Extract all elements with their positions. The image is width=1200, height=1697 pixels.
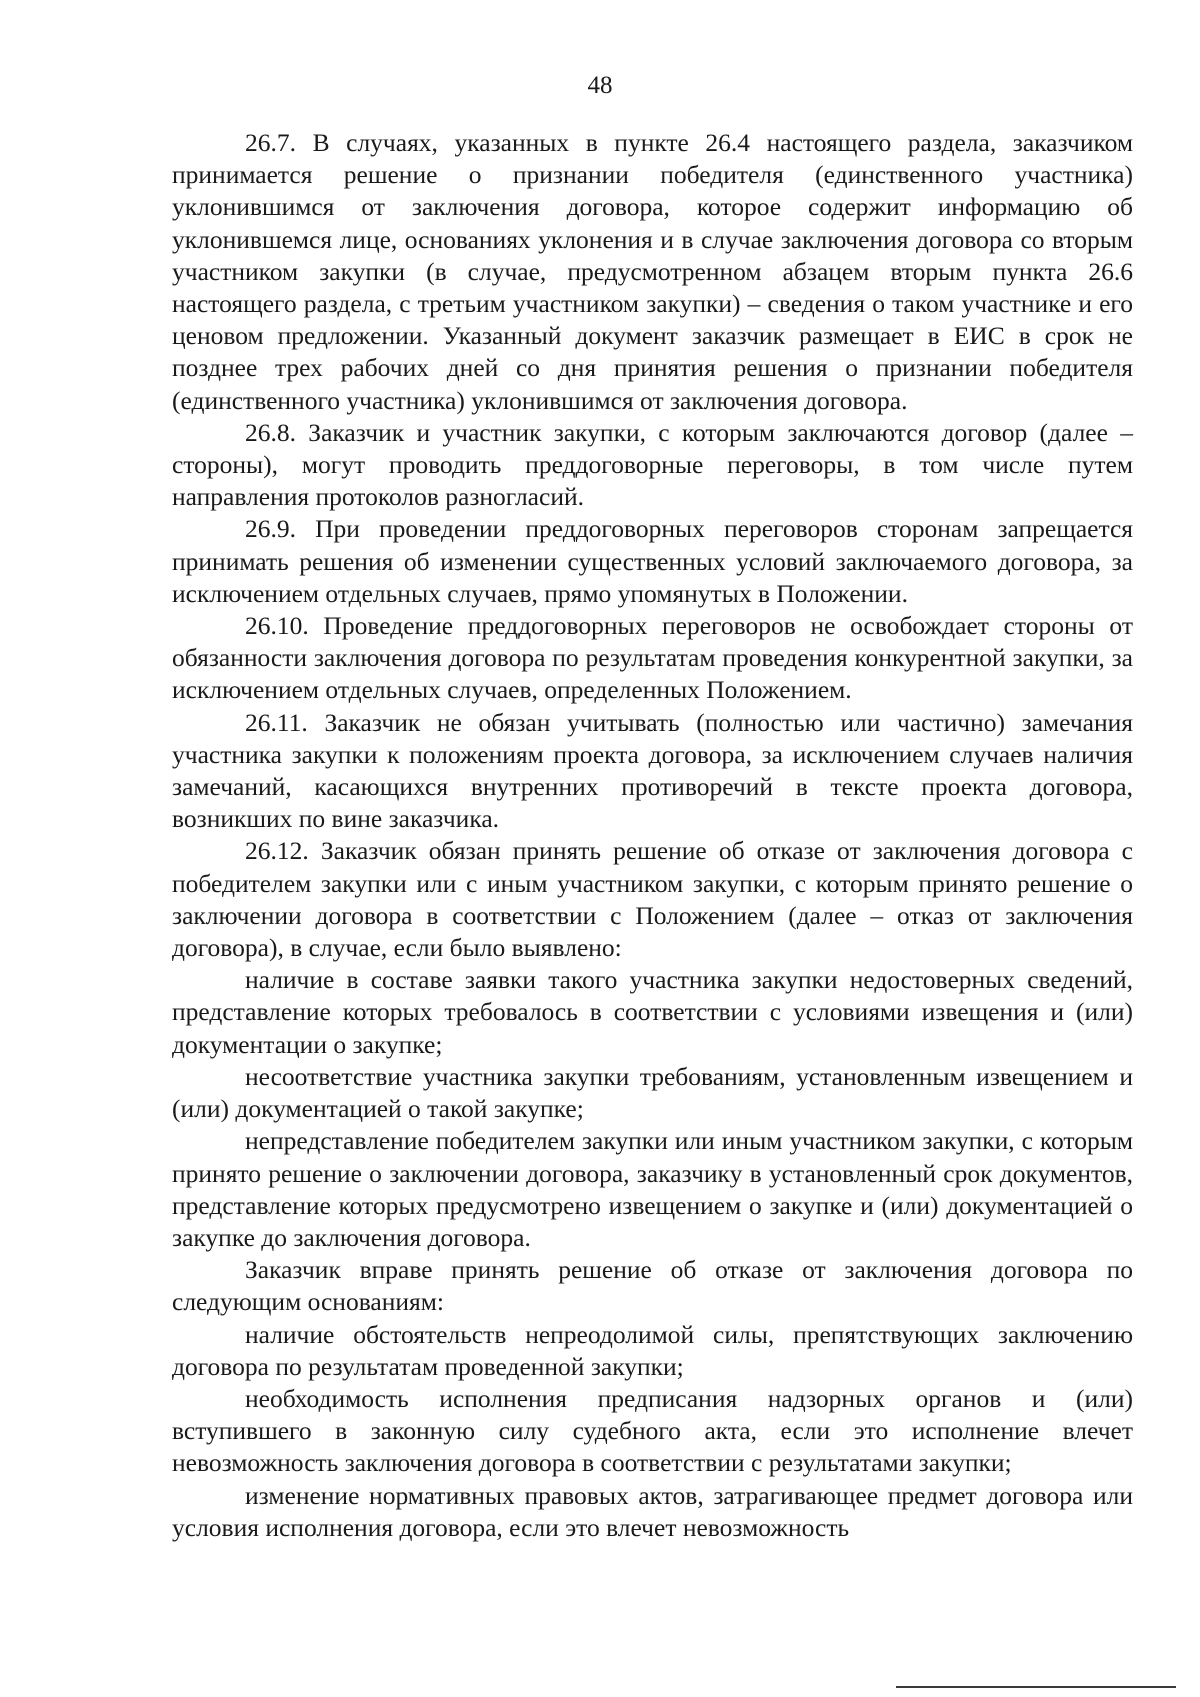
document-body <box>172 127 1133 1544</box>
footer-divider <box>896 1686 1176 1688</box>
optional-refusal-intro: Заказчик вправе принять решение об отказе от заключения договора по следующим основаниям: <box>172 1255 1133 1317</box>
optional-refusal-ground-3: изменение нормативных правовых актов, затрагивающее предмет договора или условия исполнения договора, если это влечет невозможность <box>172 1480 1133 1542</box>
mandatory-refusal-ground-1: наличие в составе заявки такого участника закупки недостоверных сведений, представление которых требовалось в соответствии с условиями извещения и (или) документации о закупке; <box>172 965 1133 1059</box>
mandatory-refusal-ground-3: непредставление победителем закупки или иным участником закупки, с которым принято решение о заключении договора, заказчику в установленный срок документов, представление которых предусмотрено извещением о закупке и (или) документацией о закупке до заключения договора. <box>172 1126 1133 1252</box>
paragraph-26-11: 26.11. Заказчик не обязан учитывать (полностью или частично) замечания участника закупки к положениям проекта договора, за исключением случаев наличия замечаний, касающихся внутренних противоречий в тексте проекта договора, возникших по вине заказчика. <box>172 707 1133 834</box>
mandatory-refusal-ground-2: несоответствие участника закупки требованиям, установленным извещением и (или) документацией о такой закупке; <box>172 1061 1133 1124</box>
paragraph-26-7: 26.7. В случаях, указанных в пункте 26.4 настоящего раздела, заказчиком принимается решение о признании победителя (единственного участника) уклонившимся от заключения договора, которое содержит информацию об уклонившемся лице, основаниях уклонения и в случае заключения договора со вторым участником закупки (в случае, предусмотренном абзацем вторым пункта 26.6 настоящего раздела, с третьим участником закупки) – сведения о таком участнике и его ценовом предложении. Указанный документ заказчик размещает в ЕИС в срок не позднее трех рабочих дней со дня принятия решения о признании победителя (единственного участника) уклонившимся от заключения договора. <box>172 128 1133 415</box>
paragraph-26-12: 26.12. Заказчик обязан принять решение об отказе от заключения договора с победителем закупки или с иным участником закупки, с которым принято решение о заключении договора в соответствии с Положением (далее – отказ от заключения договора), в случае, если было выявлено: <box>172 836 1133 963</box>
optional-refusal-ground-2: необходимость исполнения предписания надзорных органов и (или) вступившего в законную силу судебного акта, если это исполнение влечет невозможность заключения договора в соответствии с результатами закупки; <box>172 1383 1133 1478</box>
paragraph-26-10: 26.10. Проведение преддоговорных переговоров не освобождает стороны от обязанности заключения договора по результатам проведения конкурентной закупки, за исключением отдельных случаев, определенных Положением. <box>172 611 1133 705</box>
page-number: 48 <box>587 72 613 99</box>
paragraph-26-8: 26.8. Заказчик и участник закупки, с которым заключаются договор (далее – стороны), могут проводить преддоговорные переговоры, в том числе путем направления протоколов разногласий. <box>172 417 1133 512</box>
paragraph-26-9: 26.9. При проведении преддоговорных переговоров сторонам запрещается принимать решения об изменении существенных условий заключаемого договора, за исключением отдельных случаев, прямо упомянутых в Положении. <box>172 514 1133 608</box>
optional-refusal-ground-1: наличие обстоятельств непреодолимой силы, препятствующих заключению договора по результатам проведенной закупки; <box>172 1319 1133 1381</box>
